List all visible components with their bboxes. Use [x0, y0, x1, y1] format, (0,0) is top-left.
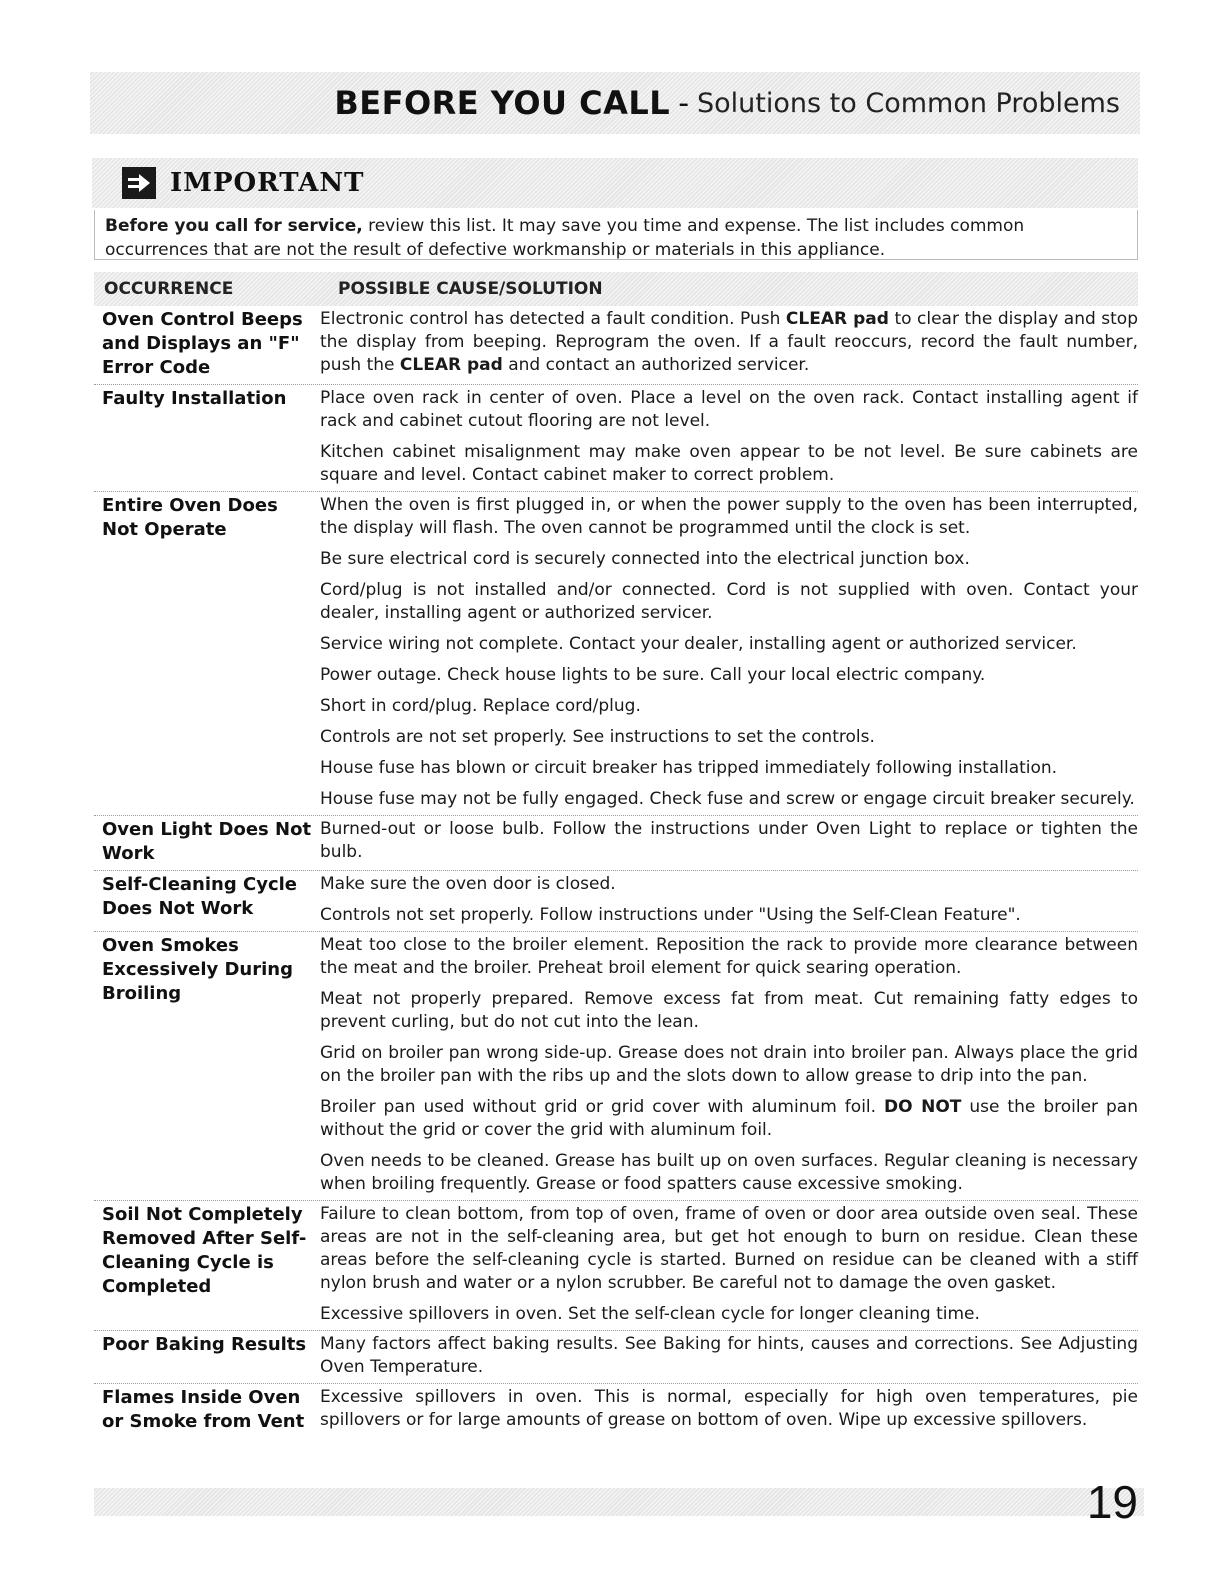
- table-row: [94, 816, 1138, 871]
- column-header-solution: POSSIBLE CAUSE/SOLUTION: [338, 279, 603, 299]
- solution-text: Short in cord/plug. Replace cord/plug.: [320, 696, 641, 716]
- occurrence-label: Entire Oven Does Not Operate: [102, 495, 278, 540]
- important-title: IMPORTANT: [170, 168, 365, 198]
- solution-text: Electronic control has detected a fault condition. Push CLEAR pad to clear the display and stop the display from beeping. Reprogram the oven. If a fault reoccurs, record the fault number, push the CLEAR pad and contact an authorized servicer.: [320, 309, 1138, 375]
- solution-cell: [320, 873, 1138, 927]
- solution-text: Cord/plug is not installed and/or connected. Cord is not supplied with oven. Contact your dealer, installing agent or authorized servicer.: [320, 580, 1138, 623]
- solution-text: Excessive spillovers in oven. Set the self-clean cycle for longer cleaning time.: [320, 1304, 980, 1324]
- table-row: [94, 492, 1138, 816]
- troubleshooting-table: [94, 306, 1138, 1438]
- table-row: [94, 1201, 1138, 1331]
- important-note: [94, 210, 1138, 260]
- solution-text: Grid on broiler pan wrong side-up. Grease does not drain into broiler pan. Always place the grid on the broiler pan with the ribs up and the slots down to allow grease to drip into the pan.: [320, 1043, 1138, 1086]
- solution-text: Meat too close to the broiler element. Reposition the rack to provide more clearance between the meat and the broiler. Preheat broil element for quick searing operation.: [320, 935, 1138, 978]
- page-footer: [94, 1476, 1144, 1528]
- solution-cell: [320, 387, 1138, 487]
- solution-cell: [320, 1386, 1138, 1434]
- occurrence-label: Flames Inside Oven or Smoke from Vent: [102, 1387, 305, 1432]
- solution-text: Kitchen cabinet misalignment may make oven appear to be not level. Be sure cabinets are square and level. Contact cabinet maker to correct problem.: [320, 442, 1138, 485]
- solution-cell: [320, 308, 1138, 380]
- important-text: review this list. It may save you time and expense. The list includes common occurrences that are not the result of defective workmanship or materials in this appliance.: [105, 216, 1025, 260]
- solution-text: Power outage. Check house lights to be sure. Call your local electric company.: [320, 665, 986, 685]
- solution-cell: [320, 934, 1138, 1196]
- solution-text: Controls are not set properly. See instructions to set the controls.: [320, 727, 875, 747]
- solution-text: When the oven is first plugged in, or when the power supply to the oven has been interrupted, the display will flash. The oven cannot be programmed until the clock is set.: [320, 495, 1138, 538]
- page-header: [90, 72, 1140, 134]
- solution-text: Controls not set properly. Follow instructions under "Using the Self-Clean Feature".: [320, 905, 1021, 925]
- important-banner: [92, 158, 1138, 208]
- solution-text: House fuse has blown or circuit breaker has tripped immediately following installation.: [320, 758, 1058, 778]
- solution-text: House fuse may not be fully engaged. Check fuse and screw or engage circuit breaker securely.: [320, 789, 1135, 809]
- occurrence-label: Oven Light Does Not Work: [102, 819, 312, 864]
- solution-text: Failure to clean bottom, from top of oven, frame of oven or door area outside oven seal. These areas are not in the self-cleaning area, but get hot enough to burn on residue. Clean these areas before the self-cleaning cycle is started. Burned on residue can be cleaned with a stiff nylon brush and water or a nylon scrubber. Be careful not to damage the oven gasket.: [320, 1204, 1138, 1293]
- solution-cell: [320, 1333, 1138, 1379]
- occurrence-label: Self-Cleaning Cycle Does Not Work: [102, 874, 298, 919]
- solution-cell: [320, 1203, 1138, 1326]
- header-title: BEFORE YOU CALL: [334, 84, 671, 122]
- header-subtitle: Solutions to Common Problems: [697, 87, 1120, 119]
- table-row: [94, 871, 1138, 932]
- solution-text: Many factors affect baking results. See Baking for hints, causes and corrections. See Adjusting Oven Temperature.: [320, 1334, 1138, 1377]
- table-row: [94, 1331, 1138, 1384]
- important-lead: Before you call for service,: [105, 216, 363, 236]
- solution-cell: [320, 494, 1138, 811]
- solution-text: Oven needs to be cleaned. Grease has built up on oven surfaces. Regular cleaning is necessary when broiling frequently. Grease or food spatters cause excessive smoking.: [320, 1151, 1138, 1194]
- header-separator: -: [678, 85, 690, 121]
- solution-text: Meat not properly prepared. Remove excess fat from meat. Cut remaining fatty edges to prevent curling, but do not cut into the lean.: [320, 989, 1138, 1032]
- solution-text: Broiler pan used without grid or grid cover with aluminum foil. DO NOT use the broiler pan without the grid or cover the grid with aluminum foil.: [320, 1097, 1138, 1140]
- solution-cell: [320, 818, 1138, 866]
- solution-text: Place oven rack in center of oven. Place a level on the oven rack. Contact installing agent if rack and cabinet cutout flooring are not level.: [320, 388, 1138, 431]
- table-header: [94, 272, 1138, 306]
- occurrence-label: Poor Baking Results: [102, 1334, 307, 1355]
- occurrence-label: Faulty Installation: [102, 388, 287, 409]
- solution-text: Burned-out or loose bulb. Follow the instructions under Oven Light to replace or tighten the bulb.: [320, 819, 1138, 862]
- table-row: [94, 385, 1138, 492]
- solution-text: Be sure electrical cord is securely connected into the electrical junction box.: [320, 549, 970, 569]
- solution-text: Excessive spillovers in oven. This is normal, especially for high oven temperatures, pie spillovers or for large amounts of grease on bottom of oven. Wipe up excessive spillovers.: [320, 1387, 1138, 1430]
- occurrence-label: Oven Control Beeps and Displays an "F" Error Code: [102, 309, 303, 378]
- page-number: 19: [1086, 1476, 1138, 1528]
- occurrence-label: Oven Smokes Excessively During Broiling: [102, 935, 293, 1004]
- solution-text: Make sure the oven door is closed.: [320, 874, 616, 894]
- table-row: [94, 1384, 1138, 1438]
- solution-text: Service wiring not complete. Contact your dealer, installing agent or authorized servicer.: [320, 634, 1077, 654]
- column-header-occurrence: OCCURRENCE: [104, 279, 234, 299]
- table-row: [94, 932, 1138, 1201]
- table-row: [94, 306, 1138, 385]
- occurrence-label: Soil Not Completely Removed After Self-Cleaning Cycle is Completed: [102, 1204, 307, 1297]
- arrow-right-icon: [122, 167, 156, 199]
